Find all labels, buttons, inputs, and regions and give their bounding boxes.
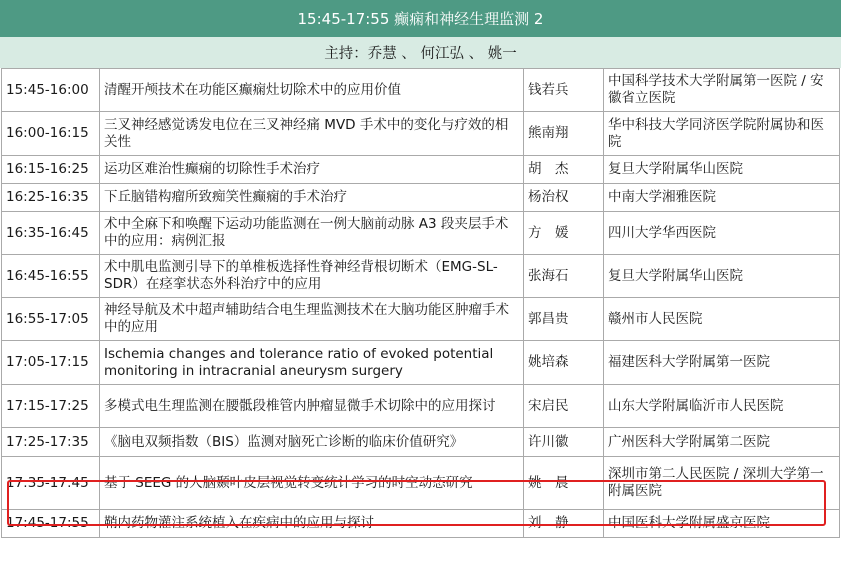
institution-cell: 中南大学湘雅医院 [604, 184, 840, 212]
time-cell: 16:15-16:25 [2, 156, 100, 184]
institution-cell: 复旦大学附属华山医院 [604, 156, 840, 184]
speaker-cell: 姚培森 [524, 341, 604, 385]
institution-cell: 复旦大学附属华山医院 [604, 255, 840, 298]
institution-cell: 中国医科大学附属盛京医院 [604, 510, 840, 538]
time-cell: 16:00-16:15 [2, 112, 100, 156]
institution-cell: 广州医科大学附属第二医院 [604, 428, 840, 457]
speaker-cell: 熊南翔 [524, 112, 604, 156]
institution-cell: 山东大学附属临沂市人民医院 [604, 385, 840, 428]
speaker-cell: 宋启民 [524, 385, 604, 428]
time-cell: 15:45-16:00 [2, 69, 100, 112]
institution-cell: 华中科技大学同济医学院附属协和医院 [604, 112, 840, 156]
table-row [2, 156, 840, 184]
topic-cell: 运功区难治性癫痫的切除性手术治疗 [100, 156, 524, 184]
session-title-text: 15:45-17:55 癫痫和神经生理监测 2 [297, 10, 544, 28]
table-row [2, 510, 840, 538]
institution-cell: 福建医科大学附属第一医院 [604, 341, 840, 385]
topic-cell: 基于 SEEG 的人脑颞叶皮层视觉转变统计学习的时空动态研究 [100, 457, 524, 510]
table-row [2, 184, 840, 212]
schedule-table [1, 68, 840, 538]
speaker-cell: 胡 杰 [524, 156, 604, 184]
table-row [2, 112, 840, 156]
institution-cell: 赣州市人民医院 [604, 298, 840, 341]
table-row [2, 69, 840, 112]
topic-cell: 《脑电双频指数（BIS）监测对脑死亡诊断的临床价值研究》 [100, 428, 524, 457]
time-cell: 16:25-16:35 [2, 184, 100, 212]
topic-cell: 术中肌电监测引导下的单椎板选择性脊神经背根切断术（EMG-SL-SDR）在痉挛状态外科治疗中的应用 [100, 255, 524, 298]
table-row [2, 457, 840, 510]
session-chairs [0, 37, 841, 68]
speaker-cell: 张海石 [524, 255, 604, 298]
institution-cell: 中国科学技术大学附属第一医院 / 安徽省立医院 [604, 69, 840, 112]
topic-cell: Ischemia changes and tolerance ratio of evoked potential monitoring in intracranial aneurysm surgery [100, 341, 524, 385]
speaker-cell: 刘 静 [524, 510, 604, 538]
table-row [2, 212, 840, 255]
session-title [0, 0, 841, 37]
speaker-cell: 方 媛 [524, 212, 604, 255]
topic-cell: 鞘内药物灌注系统植入在疾病中的应用与探讨 [100, 510, 524, 538]
table-row [2, 341, 840, 385]
table-row [2, 298, 840, 341]
topic-cell: 清醒开颅技术在功能区癫痫灶切除术中的应用价值 [100, 69, 524, 112]
time-cell: 16:35-16:45 [2, 212, 100, 255]
topic-cell: 术中全麻下和唤醒下运动功能监测在一例大脑前动脉 A3 段夹层手术中的应用：病例汇报 [100, 212, 524, 255]
table-row [2, 428, 840, 457]
time-cell: 17:35-17:45 [2, 457, 100, 510]
topic-cell: 多模式电生理监测在腰骶段椎管内肿瘤显微手术切除中的应用探讨 [100, 385, 524, 428]
speaker-cell: 钱若兵 [524, 69, 604, 112]
topic-cell: 神经导航及术中超声辅助结合电生理监测技术在大脑功能区肿瘤手术中的应用 [100, 298, 524, 341]
institution-cell: 四川大学华西医院 [604, 212, 840, 255]
time-cell: 16:55-17:05 [2, 298, 100, 341]
time-cell: 16:45-16:55 [2, 255, 100, 298]
time-cell: 17:15-17:25 [2, 385, 100, 428]
table-row [2, 385, 840, 428]
topic-cell: 三叉神经感觉诱发电位在三叉神经痛 MVD 手术中的变化与疗效的相关性 [100, 112, 524, 156]
table-row [2, 255, 840, 298]
time-cell: 17:25-17:35 [2, 428, 100, 457]
speaker-cell: 姚 晨 [524, 457, 604, 510]
institution-cell: 深圳市第二人民医院 / 深圳大学第一附属医院 [604, 457, 840, 510]
speaker-cell: 许川徽 [524, 428, 604, 457]
session-chairs-text: 主持：乔慧 、 何江弘 、 姚一 [324, 46, 517, 62]
time-cell: 17:05-17:15 [2, 341, 100, 385]
speaker-cell: 郭昌贵 [524, 298, 604, 341]
topic-cell: 下丘脑错构瘤所致痴笑性癫痫的手术治疗 [100, 184, 524, 212]
time-cell: 17:45-17:55 [2, 510, 100, 538]
speaker-cell: 杨治权 [524, 184, 604, 212]
